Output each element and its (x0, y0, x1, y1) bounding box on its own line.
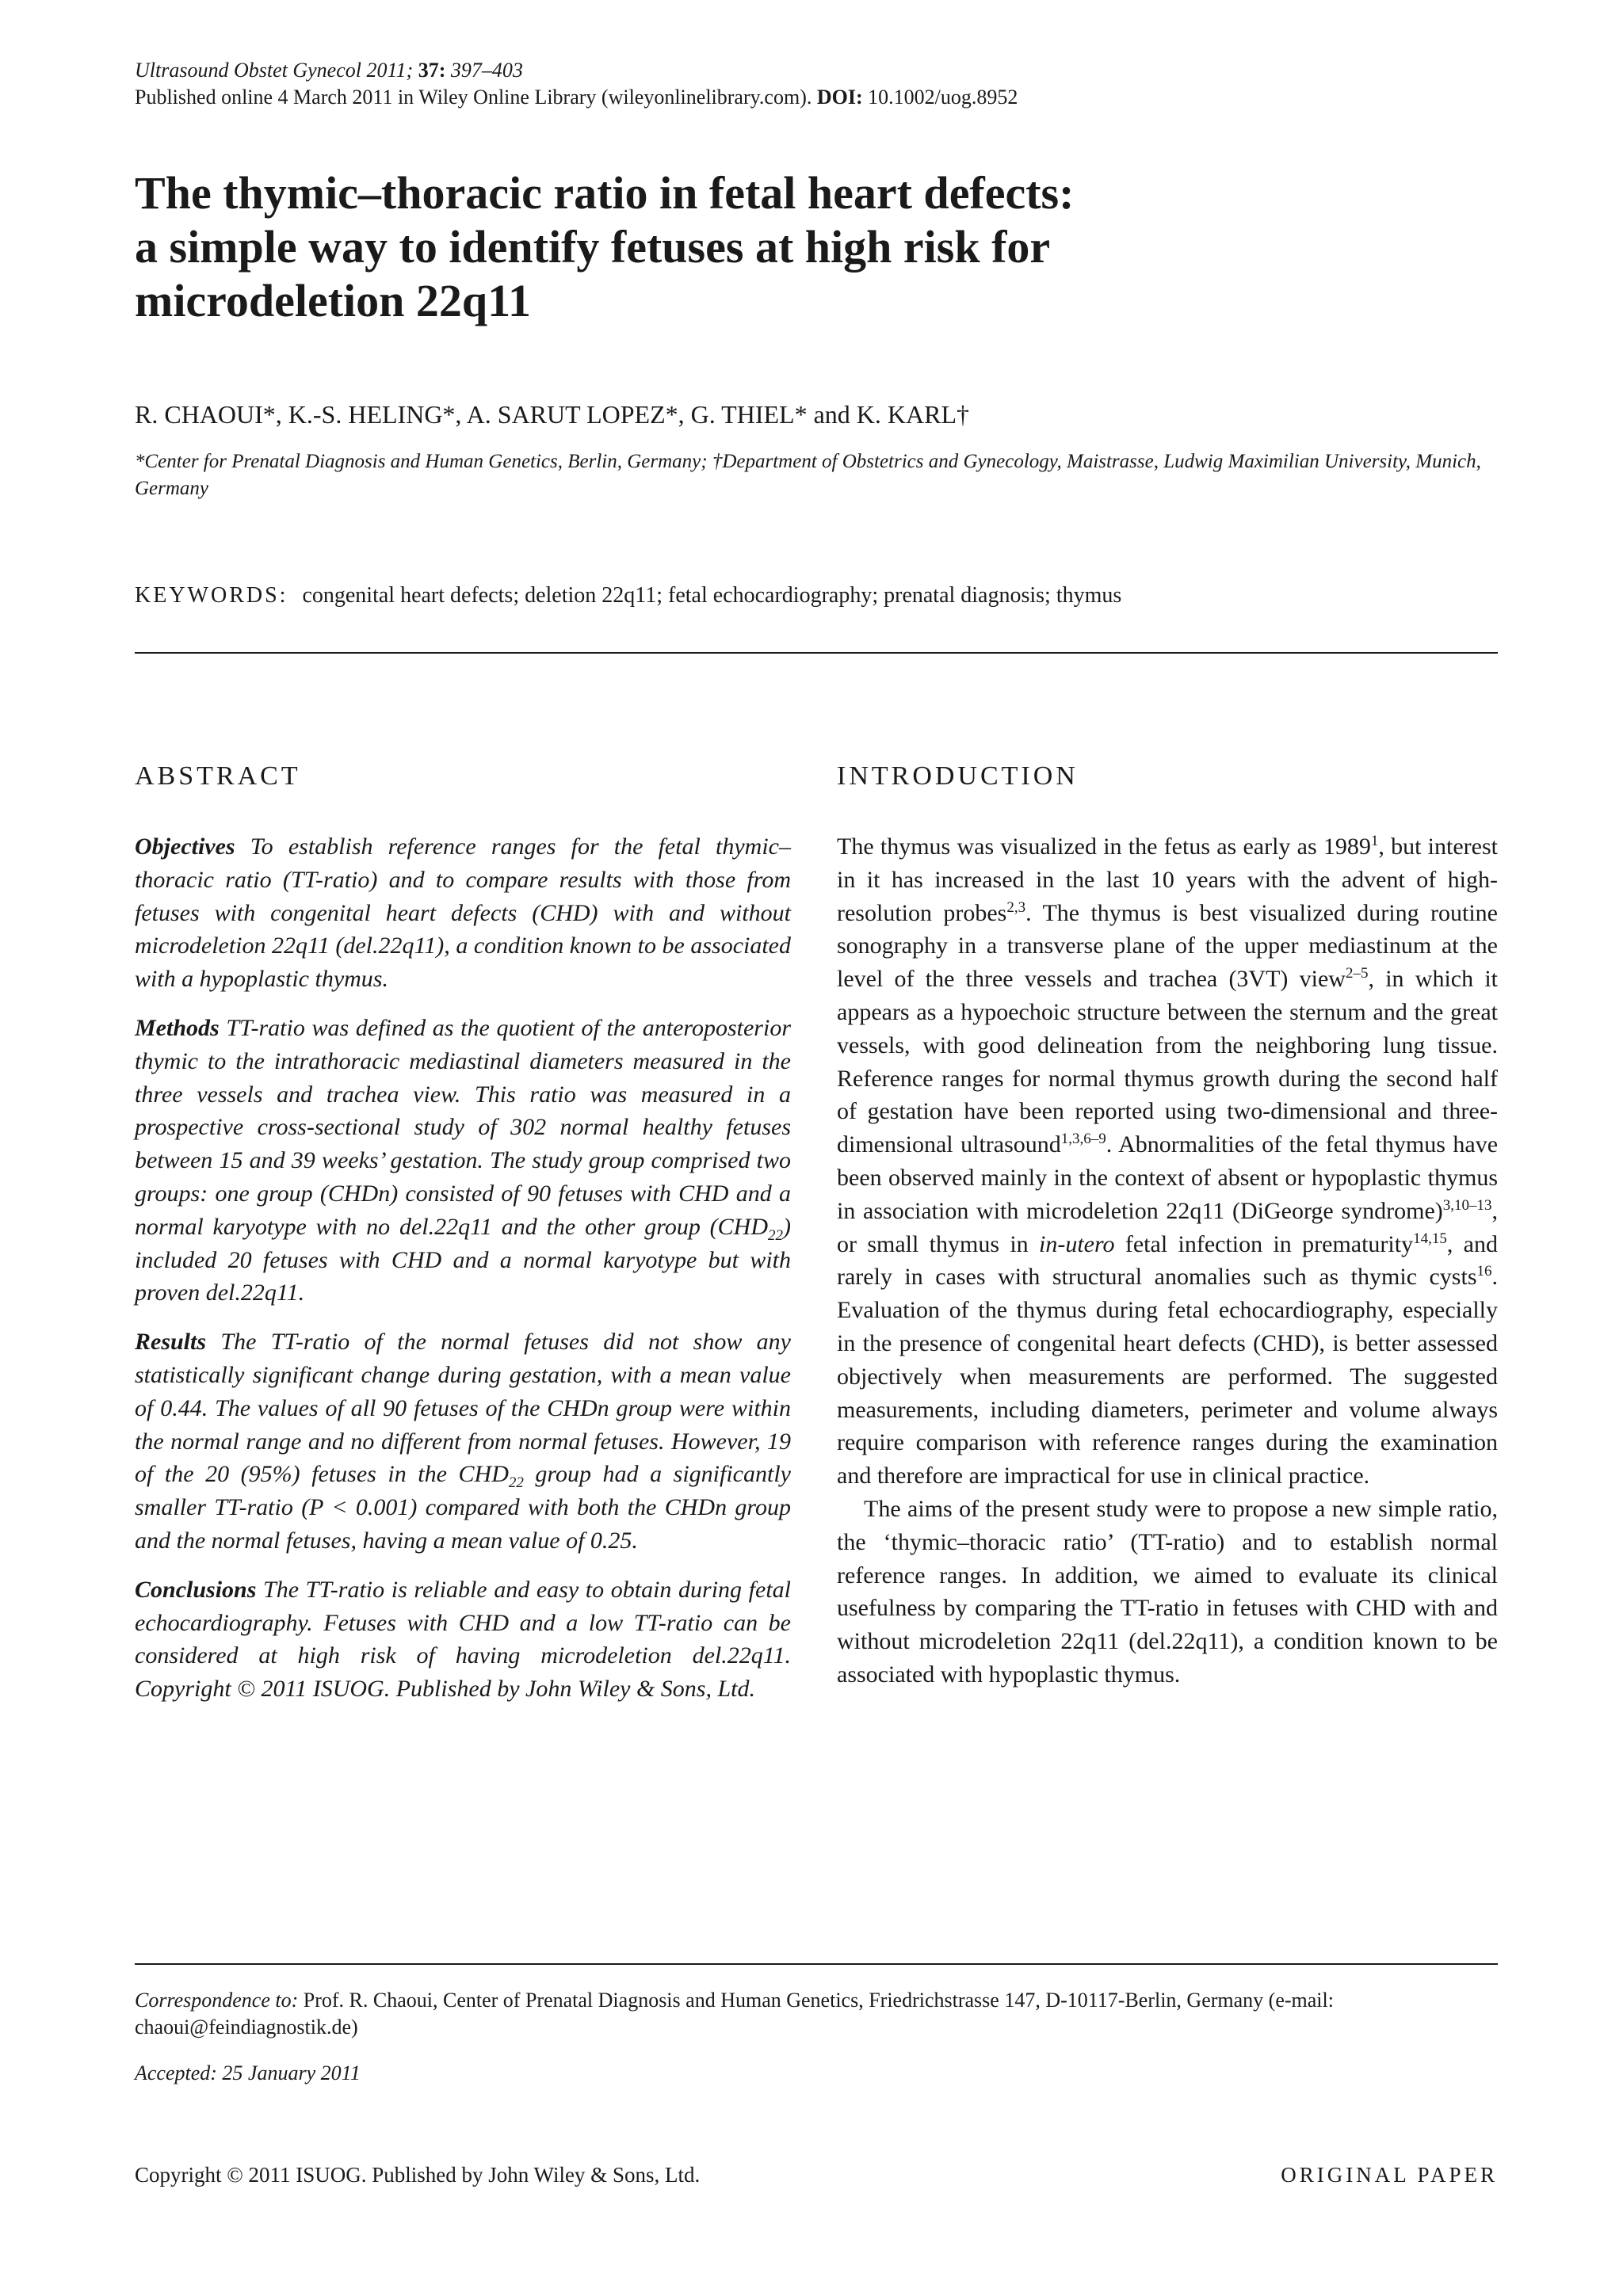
correspondence-label: Correspondence to: (135, 1989, 299, 2012)
footer-copyright: Copyright © 2011 ISUOG. Published by John Wiley & Sons, Ltd. (135, 2163, 701, 2187)
intro-text: , and rarely in cases with structural anomalies such as thymic cysts (837, 1230, 1498, 1291)
citation-ref: 2–5 (1345, 965, 1369, 982)
citation-ref: 3,10–13 (1442, 1196, 1492, 1214)
published-online: Published online 4 March 2011 in Wiley Online Library (wileyonlinelibrary.com). (135, 86, 817, 109)
doi-label: DOI: (816, 86, 863, 109)
conclusions-label: Conclusions (135, 1576, 257, 1603)
results-text: group had a significantly smaller TT-ratio (P < 0.001) compared with both the CHDn group and the normal fetuses, having a mean value of 0.25. (135, 1461, 791, 1554)
citation-ref: 16 (1476, 1263, 1492, 1280)
methods-text: ) included 20 fetuses with CHD and a normal karyotype but with proven del.22q11. (135, 1213, 791, 1306)
abstract-results (135, 1325, 791, 1558)
intro-text: . The thymus is best visualized during routine sonography in a transverse plane of the upper mediastinum at the level of the three vessels and trachea (3VT) view (837, 899, 1498, 993)
footer-article-type: ORIGINAL PAPER (1281, 2163, 1498, 2187)
journal-year: 2011; (361, 59, 418, 82)
abstract-objectives (135, 830, 791, 996)
publication-line (135, 84, 1498, 111)
title-line: microdeletion 22q11 (135, 275, 531, 326)
keywords-label: KEYWORDS: (135, 583, 288, 608)
abstract-column (135, 761, 791, 1722)
methods-label: Methods (135, 1014, 220, 1041)
introduction-column (837, 761, 1498, 1691)
abstract-methods (135, 1012, 791, 1310)
intro-emphasis: in-utero (1039, 1230, 1115, 1257)
methods-subscript: 22 (768, 1226, 783, 1244)
intro-text: The thymus was visualized in the fetus as early as 1989 (837, 833, 1371, 860)
correspondence-text: Prof. R. Chaoui, Center of Prenatal Diagnosis and Human Genetics, Friedrichstrasse 147, D-10117-Berlin, Germany (e-mail: chaoui@feindiagnostik.de) (135, 1989, 1334, 2039)
keywords-text: congenital heart defects; deletion 22q11; fetal echocardiography; prenatal diagnosis; thymus (302, 583, 1122, 608)
conclusions-text: The TT-ratio is reliable and easy to obtain during fetal echocardiography. Fetuses with CHD and a low TT-ratio can be considered at high risk of having microdeletion del.22q11. Copyright © 2011 ISUOG. Published by John Wiley & Sons, Ltd. (135, 1576, 791, 1703)
affiliations: *Center for Prenatal Diagnosis and Human Genetics, Berlin, Germany; †Department of Obstetrics and Gynecology, Maistrasse, Ludwig Maximilian University, Munich, Germany (135, 451, 1481, 499)
citation-ref: 14,15 (1413, 1230, 1447, 1247)
article-title (135, 166, 1498, 328)
methods-text: TT-ratio was defined as the quotient of the anteroposterior thymic to the intrathoracic mediastinal diameters measured in the three vessels and trachea view. This ratio was measured in a prospective cross-sectional study of 302 normal healthy fetuses between 15 and 39 weeks’ gestation. The study group comprised two groups: one group (CHDn) consisted of 90 fetuses with CHD and a normal karyotype with no del.22q11 and the other group (CHD (135, 1014, 791, 1240)
introduction-heading: INTRODUCTION (837, 761, 1079, 791)
intro-text: fetal infection in prematurity (1114, 1230, 1414, 1257)
intro-text: , but interest in it has increased in the last 10 years with the advent of high-resolution probes (837, 833, 1498, 926)
keywords (135, 582, 1498, 610)
objectives-label: Objectives (135, 833, 235, 860)
intro-text: . Evaluation of the thymus during fetal echocardiography, especially in the presence of congenital heart defects (CHD), is better assessed objectively when measurements are performed. The suggested measurements, including diameters, perimeter and volume always require comparison with reference ranges during the examination and therefore are impractical for use in clinical practice. (837, 1264, 1498, 1489)
abstract-heading: ABSTRACT (135, 761, 301, 791)
journal-name: Ultrasound Obstet Gynecol (135, 59, 361, 82)
footnote-divider (135, 1963, 1498, 1965)
intro-text: , in which it appears as a hypoechoic structure between the sternum and the great vessels, with good delineation from the neighboring lung tissue. Reference ranges for normal thymus growth during the second half of gestation have been reported using two-dimensional and three-dimensional ultrasound (837, 966, 1498, 1158)
accepted-date: Accepted: 25 January 2011 (135, 2061, 361, 2084)
intro-text: . Abnormalities of the fetal thymus have been observed mainly in the context of absent or hypoplastic thymus in association with microdeletion 22q11 (DiGeorge syndrome) (837, 1131, 1499, 1224)
doi-value: 10.1002/uog.8952 (862, 86, 1018, 109)
header-divider (135, 652, 1498, 654)
abstract-conclusions (135, 1573, 791, 1706)
correspondence-note (135, 1987, 1498, 2041)
results-text: The TT-ratio of the normal fetuses did not show any statistically significant change during gestation, with a mean value of 0.44. The values of all 90 fetuses of the CHDn group were within the normal range and no different from normal fetuses. However, 19 of the 20 (95%) fetuses in the CHD (135, 1329, 791, 1488)
citation-ref: 1 (1370, 833, 1379, 849)
citation-ref: 2,3 (1006, 898, 1026, 916)
journal-header (135, 57, 1498, 111)
title-line: The thymic–thoracic ratio in fetal heart defects: (135, 167, 1075, 219)
journal-pages: 397–403 (445, 59, 523, 82)
journal-citation (135, 57, 1498, 84)
journal-volume: 37: (418, 59, 446, 82)
results-subscript: 22 (508, 1474, 524, 1492)
intro-text: , or small thymus in (837, 1197, 1498, 1257)
introduction-paragraph-1 (837, 830, 1498, 1493)
introduction-paragraph-2: The aims of the present study were to propose a new simple ratio, the ‘thymic–thoracic ratio’ (TT-ratio) and to establish normal reference ranges. In addition, we aimed to evaluate its clinical usefulness by comparing the TT-ratio in fetuses with CHD with and without microdeletion 22q11 (del.22q11), a condition known to be associated with hypoplastic thymus. (837, 1495, 1498, 1688)
citation-ref: 1,3,6–9 (1060, 1131, 1106, 1148)
results-label: Results (135, 1329, 207, 1356)
author-list: R. CHAOUI*, K.-S. HELING*, A. SARUT LOPEZ*, G. THIEL* and K. KARL† (135, 400, 969, 429)
objectives-text: To establish reference ranges for the fetal thymic–thoracic ratio (TT-ratio) and to compare results with those from fetuses with congenital heart defects (CHD) with and without microdeletion 22q11 (del.22q11), a condition known to be associated with a hypoplastic thymus. (135, 833, 791, 993)
title-line: a simple way to identify fetuses at high risk for (135, 221, 1051, 273)
